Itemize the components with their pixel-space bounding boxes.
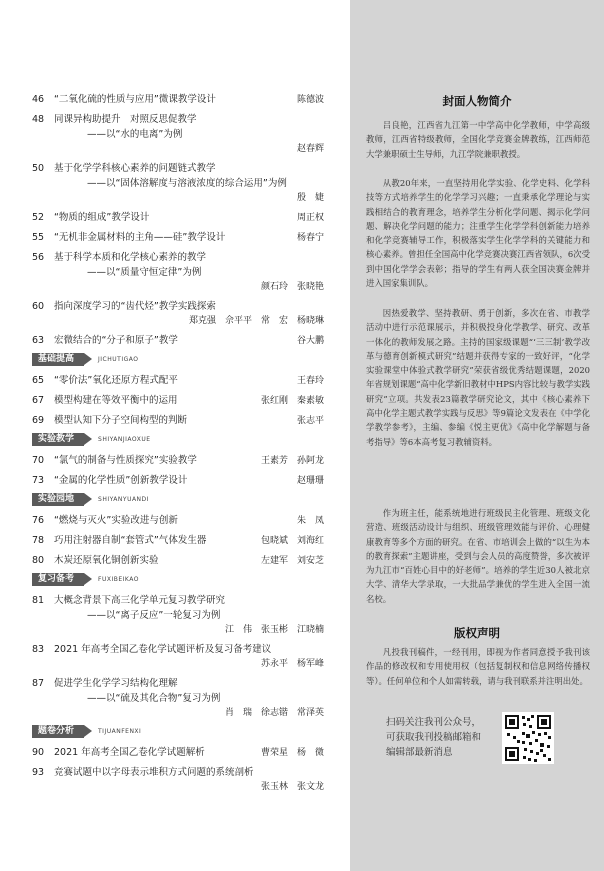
toc-entry-row xyxy=(32,593,328,608)
article-title: “金属的化学性质”创新教学设计 xyxy=(54,475,188,486)
article-title: 同课异构助提升 对照反思促教学 xyxy=(54,114,197,125)
page-number: 50 xyxy=(32,163,45,174)
toc-entry[interactable] xyxy=(32,92,328,108)
section-header xyxy=(32,433,328,446)
qr-caption: 扫码关注我刊公众号，可获取我刊投稿邮箱和编辑部最新消息 xyxy=(386,717,482,758)
toc-entry[interactable] xyxy=(32,593,328,638)
article-author: 谷大鹏 xyxy=(296,336,324,346)
page-number: 65 xyxy=(32,375,45,386)
section-header xyxy=(32,353,328,366)
page-number: 52 xyxy=(32,212,45,223)
section-pinyin: FUXIBEIKAO xyxy=(98,576,139,583)
article-author: 杨春宁 xyxy=(296,233,324,243)
article-title: 竞赛试题中以字母表示堆积方式问题的系统剖析 xyxy=(54,767,254,778)
article-title: 巧用注射器自制“套管式”气体发生器 xyxy=(54,535,207,546)
section-header xyxy=(32,493,328,506)
article-author: 江 伟 张玉彬 江晓楠 xyxy=(224,625,324,635)
page-number: 56 xyxy=(32,252,45,263)
article-author: 颜石玲 张晓艳 xyxy=(260,282,324,292)
toc-entry-row xyxy=(32,333,328,349)
section-label: 实验园地 xyxy=(32,493,84,506)
section-label: 题卷分析 xyxy=(32,725,84,738)
article-subtitle: ——以“硫及其化合物”复习为例 xyxy=(87,693,221,704)
cover-intro-panel xyxy=(350,0,604,871)
toc-entry[interactable] xyxy=(32,765,328,795)
toc-entry-row xyxy=(32,299,328,314)
article-author: 朱 凤 xyxy=(296,516,324,526)
article-title: “零价法”氧化还原方程式配平 xyxy=(54,375,178,386)
toc-entry-row xyxy=(32,92,328,108)
toc-entry-row xyxy=(32,676,328,691)
toc-entry-row xyxy=(32,533,328,549)
toc-entry[interactable] xyxy=(32,745,328,761)
toc-entry-row xyxy=(32,642,328,657)
article-author: 包晓斌 刘海红 xyxy=(260,536,324,546)
section-header xyxy=(32,725,328,738)
article-subtitle: ——以“水的电离”为例 xyxy=(87,129,183,140)
toc-entry[interactable] xyxy=(32,250,328,295)
page-number: 80 xyxy=(32,555,45,566)
article-title: 模型构建在等效平衡中的运用 xyxy=(54,395,178,406)
cover-intro-heading: 封面人物简介 xyxy=(442,94,512,108)
toc-entry[interactable] xyxy=(32,210,328,226)
article-subtitle: ——以“离子反应”一轮复习为例 xyxy=(87,610,221,621)
article-title: 指向深度学习的“齿代烃”教学实践探索 xyxy=(54,301,216,312)
section-label: 复习备考 xyxy=(32,573,84,586)
section-label: 基础提高 xyxy=(32,353,84,366)
page-number: 76 xyxy=(32,515,45,526)
page-number: 78 xyxy=(32,535,45,546)
page-number: 63 xyxy=(32,335,45,346)
article-author: 殷 婕 xyxy=(296,193,324,203)
toc-entry-row xyxy=(32,745,328,761)
page-number: 81 xyxy=(32,595,45,606)
toc-entry[interactable] xyxy=(32,393,328,409)
toc-entry[interactable] xyxy=(32,453,328,469)
article-title: “二氧化硫的性质与应用”微课教学设计 xyxy=(54,94,216,105)
article-author: 张玉林 张文龙 xyxy=(260,782,324,792)
toc-entry[interactable] xyxy=(32,642,328,672)
section-pinyin: SHIYANYUANDI xyxy=(98,496,149,503)
table-of-contents xyxy=(32,92,328,799)
toc-entry-row xyxy=(32,413,328,429)
article-title: 木炭还原氧化铜创新实验 xyxy=(54,555,159,566)
page-number: 83 xyxy=(32,644,45,655)
copyright-heading: 版权声明 xyxy=(454,626,500,640)
page-number: 55 xyxy=(32,232,45,243)
article-title: 基于化学学科核心素养的问题链式教学 xyxy=(54,163,216,174)
article-subtitle: ——以“固体溶解度与溶液浓度的综合运用”为例 xyxy=(87,178,287,189)
article-title: 2021 年高考全国乙卷化学试题解析 xyxy=(54,747,205,758)
page-number: 93 xyxy=(32,767,45,778)
toc-entry-row xyxy=(32,393,328,409)
intro-paragraph: 因热爱教学、坚持教研、勇于创新，多次在省、市教学活动中进行示范课展示，并积极投身化学教学、研究、改革一体化的教师发展之路。主持的国家级课题“‘三三制’教学改革与德育创新模式研究”结题并获得专家的一致好评，“化学实验课堂中体验式教学研究”荣获省级优秀结题课题，2020年省规划课题“高中化学新旧教材中HPS内容比较与教学实践研究”立项。共发表23篇教学研究论文，其中《核心素养下高中化学主题式教学实践与反思》等9篇论文发表在《中学化学教学参考》，主编、参编《悦主更优》《高中化学解题与备考指导》等6本高考复习教辅资料。 xyxy=(366,308,590,447)
toc-entry[interactable] xyxy=(32,676,328,721)
page-number: 48 xyxy=(32,114,45,125)
intro-paragraph: 吕良艳，江西省九江第一中学高中化学教师，中学高级教师，江西省特级教师，全国化学竞赛金牌教练，江西师范大学兼职硕士生导师，九江学院兼职教授。 xyxy=(366,120,590,159)
toc-entry[interactable] xyxy=(32,161,328,206)
toc-entry[interactable] xyxy=(32,413,328,429)
article-title: “物质的组成”教学设计 xyxy=(54,212,150,223)
toc-entry-row xyxy=(32,473,328,489)
article-author: 赵春辉 xyxy=(296,144,324,154)
toc-entry[interactable] xyxy=(32,112,328,157)
article-author: 陈德波 xyxy=(296,95,324,105)
toc-entry-row xyxy=(32,373,328,389)
article-author: 郑克强 佘平平 常 宏 杨晓琳 xyxy=(188,316,324,326)
page-number: 90 xyxy=(32,747,45,758)
article-title: 宏微结合的“分子和原子”教学 xyxy=(54,335,178,346)
article-title: 大概念背景下高三化学单元复习教学研究 xyxy=(54,595,226,606)
toc-entry-row xyxy=(32,553,328,569)
article-title: 2021 年高考全国乙卷化学试题评析及复习备考建议 xyxy=(54,644,272,655)
toc-entry-row xyxy=(32,161,328,176)
article-author: 苏永平 杨军峰 xyxy=(260,659,324,669)
toc-entry[interactable] xyxy=(32,373,328,389)
article-author: 张志平 xyxy=(296,416,324,426)
section-pinyin: TIJUANFENXI xyxy=(98,728,142,735)
qr-code[interactable] xyxy=(502,712,554,764)
article-author: 周正权 xyxy=(296,213,324,223)
page-number: 67 xyxy=(32,395,45,406)
qr-code-graphic xyxy=(502,712,554,764)
article-subtitle: ——以“质量守恒定律”为例 xyxy=(87,267,202,278)
toc-entry-row xyxy=(32,765,328,780)
toc-entry[interactable] xyxy=(32,473,328,489)
page-number: 69 xyxy=(32,415,45,426)
copyright-text: 凡投我刊稿件，一经刊用，即视为作者同意授予我刊该作品的修改权和专用使用权（包括复制权和信息网络传播权等）。任何单位和个人如需转载，请与我刊联系并注明出处。 xyxy=(366,647,590,686)
page-number: 70 xyxy=(32,455,45,466)
article-author: 王素芳 孙阿龙 xyxy=(260,456,324,466)
article-title: “氯气的制备与性质探究”实验教学 xyxy=(54,455,197,466)
page-number: 73 xyxy=(32,475,45,486)
toc-entry[interactable] xyxy=(32,553,328,569)
page-number: 46 xyxy=(32,94,45,105)
toc-entry[interactable] xyxy=(32,513,328,529)
article-author: 肖 瑞 徐志锴 常泽英 xyxy=(224,708,324,718)
article-author: 曹荣星 杨 微 xyxy=(260,748,324,758)
section-pinyin: SHIYANJIAOXUE xyxy=(98,436,151,443)
page-number: 60 xyxy=(32,301,45,312)
toc-entry-row xyxy=(32,250,328,265)
toc-entry-row xyxy=(32,513,328,529)
article-title: “无机非金属材料的主角——硅”教学设计 xyxy=(54,232,226,243)
article-author: 王春玲 xyxy=(296,376,324,386)
article-title: “燃烧与灭火”实验改进与创新 xyxy=(54,515,178,526)
toc-entry-row xyxy=(32,210,328,226)
article-title: 基于科学本质和化学核心素养的教学 xyxy=(54,252,207,263)
toc-entry-row xyxy=(32,112,328,127)
section-label: 实验教学 xyxy=(32,433,84,446)
toc-entry-row xyxy=(32,230,328,246)
article-title: 模型认知下分子空间构型的判断 xyxy=(54,415,188,426)
toc-entry[interactable] xyxy=(32,533,328,549)
intro-paragraph: 从教20年来，一直坚持用化学实验、化学史料、化学科技等方式培养学生的化学学习兴趣；一直秉承化学理论与实践相结合的教育理念，培养学生分析化学问题、揭示化学问题、解决化学问题的能力；注重学生化学学科创新能力培养和化学竞赛辅导工作，积极落实学生化学学科的关键能力和核心素养。曾担任全国高中化学竞赛决赛江西省领队，6次受到中国化学学会表彰；指导的学生有两人获全国决赛金牌并进入国家集训队。 xyxy=(366,178,590,289)
section-pinyin: JICHUTIGAO xyxy=(98,356,139,363)
article-title: 促进学生化学学习结构化理解 xyxy=(54,678,178,689)
page-number: 87 xyxy=(32,678,45,689)
section-header xyxy=(32,573,328,586)
toc-entry-row xyxy=(32,453,328,469)
intro-paragraph: 作为班主任，能系统地进行班级民主化管理、班级文化营造、班级活动设计与组织、班级管理效能与评价、心理健康教育等多个方面的研究。在省、市培训会上做的“以生为本的教育探索”主题讲座，受到与会人员的高度赞誉，多次被评为九江市“百姓心目中的好老师”。培养的学生近30人被北京大学、清华大学录取，一大批品学兼优的学生进入全国一流名校。 xyxy=(366,508,590,604)
article-author: 赵珊珊 xyxy=(296,476,324,486)
toc-entry[interactable] xyxy=(32,230,328,246)
article-author: 张红刚 秦素敏 xyxy=(260,396,324,406)
toc-entry[interactable] xyxy=(32,299,328,329)
article-author: 左建军 刘安芝 xyxy=(260,556,324,566)
toc-entry[interactable] xyxy=(32,333,328,349)
